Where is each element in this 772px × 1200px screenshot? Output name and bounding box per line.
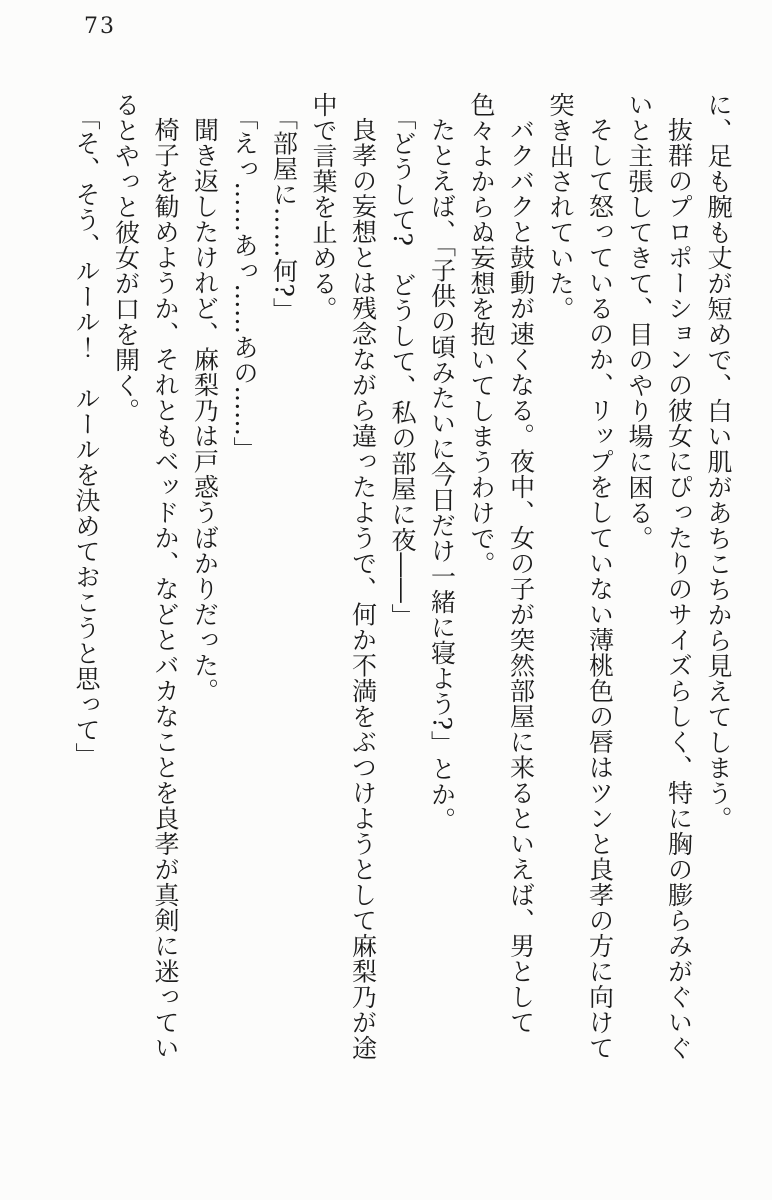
text-line: 突き出されていた。 [546, 92, 575, 322]
text-line: 「部屋に……何?」 [269, 104, 299, 323]
text-line: 良孝の妄想とは残念ながら違ったようで、何か不満をぶつけようとして麻梨乃が途 [348, 117, 378, 1061]
text-line: 椅子を勧めようか、それともベッドか、などとバカなことを良孝が真剣に迷ってい [151, 117, 180, 1061]
page-number: 73 [84, 14, 116, 39]
text-line: 抜群のプロポーションの彼女にぴったりのサイズらしく、特に胸の膨らみがぐいぐ [664, 117, 694, 1061]
text-line: そして怒っているのか、リップをしていない薄桃色の唇はツンと良孝の方に向けて [585, 117, 615, 1061]
text-line: 「そ、そう、ルール！ ルールを決めておこうと思って」 [72, 104, 101, 768]
text-line: 色々よからぬ妄想を抱いてしまうわけで。 [467, 92, 496, 577]
text-columns [67, 92, 739, 1061]
text-line: るとやっと彼女が口を開く。 [111, 92, 141, 424]
text-line: 中で言葉を止める。 [309, 92, 338, 322]
text-line: バクバクと鼓動が速くなる。夜中、女の子が突然部屋に来るといえば、男として [506, 117, 536, 1035]
text-line: いと主張してきて、目のやり場に困る。 [625, 92, 654, 551]
text-line: たとえば、「子供の頃みたいに今日だけ一緒に寝よう?」とか。 [427, 117, 457, 833]
text-line: 「えっ……あっ……あの……」 [230, 104, 259, 462]
text-line: に、足も腕も丈が短めで、白い肌があちこちから見えてしまう。 [704, 92, 733, 832]
text-line: 「どうして? どうして、私の部屋に夜――」 [388, 104, 417, 629]
text-line: 聞き返したけれど、麻梨乃は戸惑うばかりだった。 [190, 117, 220, 704]
